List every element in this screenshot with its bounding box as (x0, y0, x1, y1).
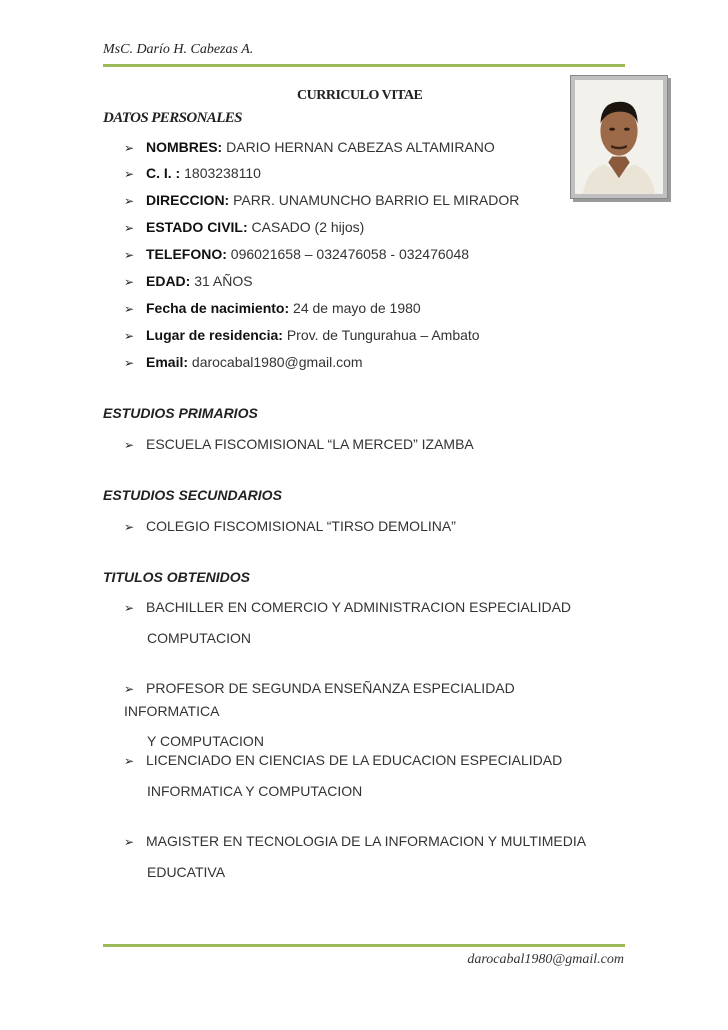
list-item: ➢ BACHILLER EN COMERCIO Y ADMINISTRACION ESPECIALIDAD COMPUTACION (124, 599, 572, 646)
arrow-bullet-icon: ➢ (124, 682, 135, 696)
list-item: ➢ EDAD: 31 AÑOS (124, 270, 253, 293)
footer-email: darocabal1980@gmail.com (467, 952, 624, 967)
list-item: ➢ C. I. : 1803238110 (124, 162, 261, 185)
document-title: CURRICULO VITAE (297, 88, 423, 103)
arrow-bullet-icon: ➢ (124, 835, 135, 849)
list-item: ➢ ESCUELA FISCOMISIONAL “LA MERCED” IZAMBA (124, 433, 474, 456)
arrow-bullet-icon: ➢ (124, 221, 135, 235)
arrow-bullet-icon: ➢ (124, 754, 135, 768)
arrow-bullet-icon: ➢ (124, 520, 135, 534)
arrow-bullet-icon: ➢ (124, 248, 135, 262)
list-item: ➢ Email: darocabal1980@gmail.com (124, 351, 363, 374)
arrow-bullet-icon: ➢ (124, 329, 135, 343)
list-item: ➢ Fecha de nacimiento: 24 de mayo de 1980 (124, 297, 421, 320)
arrow-bullet-icon: ➢ (124, 167, 135, 181)
profile-photo (570, 75, 668, 199)
section-title-personal: DATOS PERSONALES (103, 110, 242, 126)
arrow-bullet-icon: ➢ (124, 194, 135, 208)
arrow-bullet-icon: ➢ (124, 356, 135, 370)
list-item: ➢ COLEGIO FISCOMISIONAL “TIRSO DEMOLINA” (124, 515, 456, 538)
list-item: ➢ LICENCIADO EN CIENCIAS DE LA EDUCACION ESPECIALIDAD INFORMATICA Y COMPUTACION (124, 752, 563, 799)
section-title-degrees: TITULOS OBTENIDOS (103, 569, 250, 585)
list-item: ➢ Lugar de residencia: Prov. de Tungurahua – Ambato (124, 324, 480, 347)
arrow-bullet-icon: ➢ (124, 601, 135, 615)
header-divider (103, 64, 625, 67)
list-item: ➢ PROFESOR DE SEGUNDA ENSEÑANZA ESPECIALIDAD INFORMATICA Y COMPUTACION (124, 680, 515, 749)
header-author: MsC. Darío H. Cabezas A. (103, 42, 254, 57)
list-item: ➢ MAGISTER EN TECNOLOGIA DE LA INFORMACION Y MULTIMEDIA EDUCATIVA (124, 833, 587, 880)
list-item: ➢ DIRECCION: PARR. UNAMUNCHO BARRIO EL MIRADOR (124, 189, 519, 212)
section-title-secondary: ESTUDIOS SECUNDARIOS (103, 487, 282, 503)
footer-divider (103, 944, 625, 947)
arrow-bullet-icon: ➢ (124, 302, 135, 316)
arrow-bullet-icon: ➢ (124, 275, 135, 289)
list-item: ➢ NOMBRES: DARIO HERNAN CABEZAS ALTAMIRANO (124, 136, 495, 159)
arrow-bullet-icon: ➢ (124, 438, 135, 452)
portrait-image (575, 80, 663, 194)
list-item: ➢ ESTADO CIVIL: CASADO (2 hijos) (124, 216, 364, 239)
list-item: ➢ TELEFONO: 096021658 – 032476058 - 032476048 (124, 243, 469, 266)
arrow-bullet-icon: ➢ (124, 141, 135, 155)
section-title-primary: ESTUDIOS PRIMARIOS (103, 405, 258, 421)
